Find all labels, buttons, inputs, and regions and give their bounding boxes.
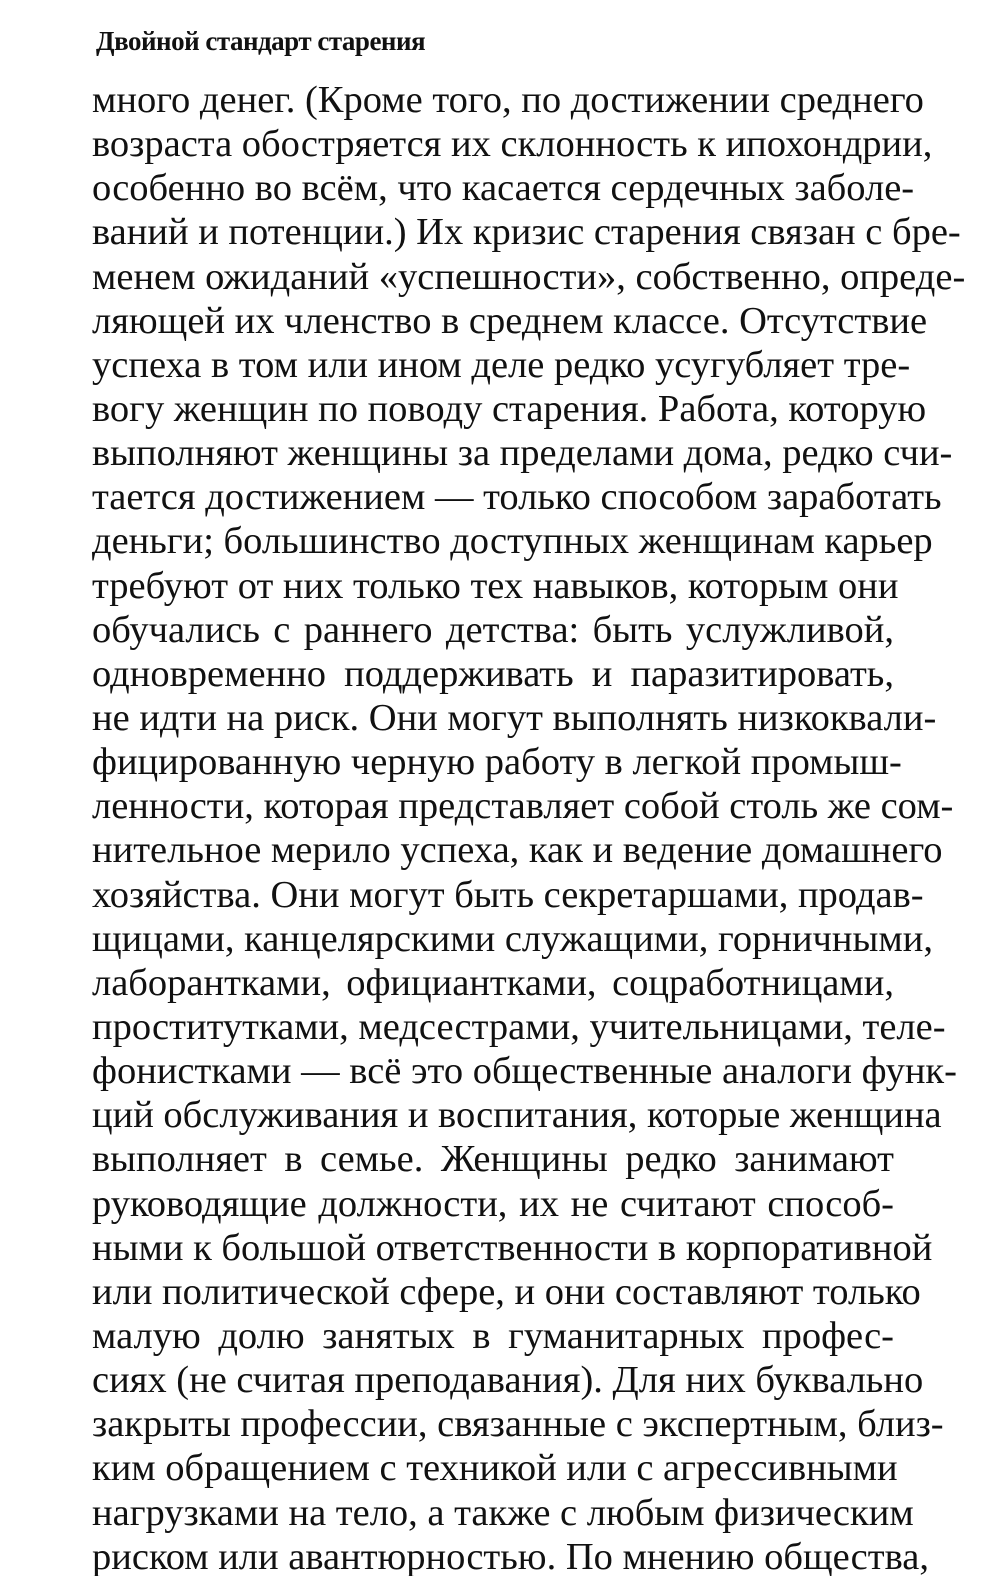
text-line: лаборантками, официантками, соцработницами, — [92, 961, 894, 1004]
text-line: ными к большой ответственности в корпоративной — [92, 1226, 933, 1269]
text-line: тается достижением — только способом заработать — [92, 476, 942, 519]
running-header: Двойной стандарт старения — [96, 26, 426, 56]
text-line: ким обращением с техникой или с агрессивными — [92, 1447, 898, 1490]
text-line: обучались с раннего детства: быть услужливой, — [92, 608, 894, 651]
text-line: проститутками, медсестрами, учительницами, теле- — [92, 1005, 946, 1048]
text-line: ваний и потенции.) Их кризис старения связан с бре- — [92, 211, 961, 254]
text-line: фонистками — всё это общественные аналоги функ- — [92, 1050, 957, 1093]
body-text — [92, 78, 966, 1576]
text-line: или политической сфере, и они составляют только — [92, 1270, 921, 1313]
text-line: фицированную черную работу в легкой промыш- — [92, 741, 902, 784]
text-line: риском или авантюрностью. По мнению общества, — [92, 1535, 929, 1576]
text-line: не идти на риск. Они могут выполнять низкоквали- — [92, 696, 937, 739]
text-line: выполняют женщины за пределами дома, редко счи- — [92, 432, 953, 475]
text-line: одновременно поддерживать и паразитировать, — [92, 652, 894, 695]
text-line: малую долю занятых в гуманитарных профес- — [92, 1314, 894, 1357]
text-line: менем ожиданий «успешности», собственно, опреде- — [92, 255, 966, 298]
text-line: деньги; большинство доступных женщинам карьер — [92, 520, 933, 563]
text-line: ленности, которая представляет собой столь же сом- — [92, 785, 954, 828]
text-line: ций обслуживания и воспитания, которые женщина — [92, 1094, 942, 1137]
text-line: возраста обостряется их склонность к ипохондрии, — [92, 123, 933, 166]
text-line: много денег. (Кроме того, по достижении среднего — [92, 79, 924, 121]
text-line: закрыты профессии, связанные с экспертным, близ- — [92, 1403, 944, 1446]
text-line: ляющей их членство в среднем классе. Отсутствие — [92, 299, 928, 342]
text-line: руководящие должности, их не считают способ- — [92, 1182, 894, 1225]
text-line: нительное мерило успеха, как и ведение домашнего — [92, 829, 943, 872]
text-line: успеха в том или ином деле редко усугубляет тре- — [92, 343, 911, 386]
text-line: щицами, канцелярскими служащими, горничными, — [92, 917, 933, 960]
text-line: выполняет в семье. Женщины редко занимают — [92, 1138, 894, 1181]
text-line: особенно во всём, что касается сердечных заболе- — [92, 167, 915, 210]
text-line: хозяйства. Они могут быть секретаршами, продав- — [92, 873, 924, 916]
text-line: нагрузками на тело, а также с любым физическим — [92, 1491, 914, 1534]
text-line: вогу женщин по поводу старения. Работа, которую — [92, 387, 927, 430]
text-line: требуют от них только тех навыков, которым они — [92, 564, 899, 607]
text-line: сиях (не считая преподавания). Для них буквально — [92, 1359, 924, 1402]
